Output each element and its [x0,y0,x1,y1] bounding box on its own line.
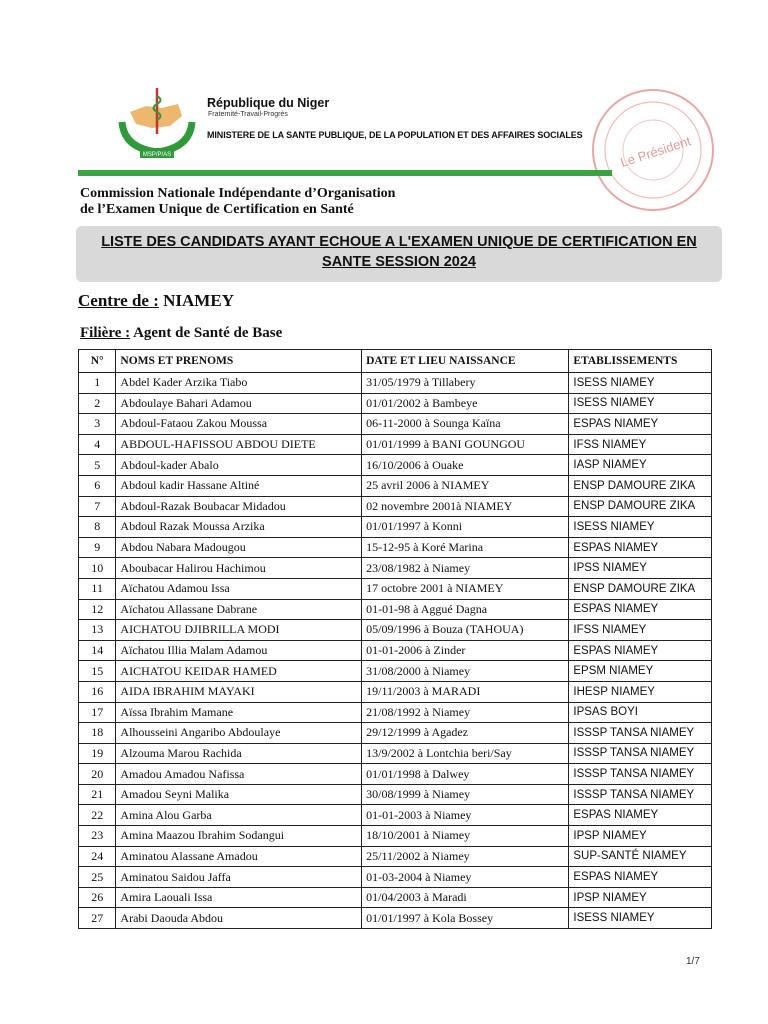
row-number: 23 [79,826,116,847]
filiere-label: Filière : [80,325,131,341]
row-number: 24 [79,846,116,867]
row-number: 7 [79,496,116,517]
candidate-name: Arabi Daouda Abdou [116,908,362,929]
ministry-name: MINISTERE DE LA SANTE PUBLIQUE, DE LA POPULATION ET DES AFFAIRES SOCIALES [207,130,583,140]
birth-date-place: 01-03-2004 à Niamey [362,867,569,888]
candidate-name: Amina Maazou Ibrahim Sodangui [116,826,362,847]
row-number: 16 [79,681,116,702]
birth-date-place: 02 novembre 2001à NIAMEY [362,496,569,517]
table-row [79,578,712,599]
table-row [79,764,712,785]
candidate-name: Alzouma Marou Rachida [116,743,362,764]
birth-date-place: 31/08/2000 à Niamey [362,661,569,682]
birth-date-place: 06-11-2000 à Sounga Kaïna [362,414,569,435]
birth-date-place: 01-01-2003 à Niamey [362,805,569,826]
candidate-name: Aïssa Ibrahim Mamane [116,702,362,723]
school-name: IFSS NIAMEY [569,434,712,455]
national-motto: Fraternité-Travail-Progrès [208,111,288,118]
table-row [79,517,712,538]
candidate-name: Aïchatou Illia Malam Adamou [116,640,362,661]
school-name: ISSSP TANSA NIAMEY [569,764,712,785]
school-name: ESPAS NIAMEY [569,805,712,826]
row-number: 12 [79,599,116,620]
official-stamp-icon [575,82,725,222]
commission-line-2: de l’Examen Unique de Certification en Santé [80,202,354,217]
table-row [79,784,712,805]
school-name: ENSP DAMOURE ZIKA [569,496,712,517]
school-name: ENSP DAMOURE ZIKA [569,475,712,496]
table-row [79,537,712,558]
candidate-name: Abdoul Razak Moussa Arzika [116,517,362,538]
header-divider [78,170,612,176]
page-number: 1/7 [686,956,700,967]
birth-date-place: 31/05/1979 à Tillabery [362,373,569,394]
school-name: ESPAS NIAMEY [569,599,712,620]
candidate-name: Aboubacar Halirou Hachimou [116,558,362,579]
table-row [79,620,712,641]
document-title [76,226,722,282]
birth-date-place: 01-01-2006 à Zinder [362,640,569,661]
table-row [79,826,712,847]
birth-date-place: 29/12/1999 à Agadez [362,723,569,744]
row-number: 25 [79,867,116,888]
school-name: ENSP DAMOURE ZIKA [569,578,712,599]
school-name: EPSM NIAMEY [569,661,712,682]
school-name: IPSS NIAMEY [569,558,712,579]
birth-date-place: 25 avril 2006 à NIAMEY [362,475,569,496]
birth-date-place: 01/01/1998 à Dalwey [362,764,569,785]
row-number: 27 [79,908,116,929]
school-name: ISSSP TANSA NIAMEY [569,784,712,805]
filiere-heading [80,325,282,342]
logo-caption: MSP/P/AS [142,152,172,158]
birth-date-place: 01/01/2002 à Bambeye [362,393,569,414]
table-row [79,475,712,496]
school-name: ESPAS NIAMEY [569,537,712,558]
birth-date-place: 30/08/1999 à Niamey [362,784,569,805]
header-school: ETABLISSEMENTS [569,350,712,373]
table-row [79,743,712,764]
ministry-logo-icon [112,82,202,160]
candidate-name: Amira Laouali Issa [116,887,362,908]
row-number: 26 [79,887,116,908]
table-row [79,702,712,723]
school-name: IASP NIAMEY [569,455,712,476]
candidate-name: Aïchatou Adamou Issa [116,578,362,599]
table-row [79,599,712,620]
candidate-name: Abdou Nabara Madougou [116,537,362,558]
centre-label: Centre de : [78,291,159,310]
table-row [79,661,712,682]
candidate-name: Amadou Amadou Nafissa [116,764,362,785]
commission-line-1: Commission Nationale Indépendante d’Organisation [80,186,396,201]
candidate-name: Aminatou Alassane Amadou [116,846,362,867]
table-header-row [79,350,712,373]
candidate-name: AICHATOU DJIBRILLA MODI [116,620,362,641]
row-number: 4 [79,434,116,455]
school-name: IFSS NIAMEY [569,620,712,641]
table-row [79,846,712,867]
candidate-name: Abdoul-Razak Boubacar Midadou [116,496,362,517]
birth-date-place: 16/10/2006 à Ouake [362,455,569,476]
school-name: ISESS NIAMEY [569,373,712,394]
school-name: ISSSP TANSA NIAMEY [569,743,712,764]
row-number: 11 [79,578,116,599]
table-body [79,373,712,929]
row-number: 20 [79,764,116,785]
birth-date-place: 01/01/1999 à BANI GOUNGOU [362,434,569,455]
birth-date-place: 01/04/2003 à Maradi [362,887,569,908]
candidate-name: ABDOUL-HAFISSOU ABDOU DIETE [116,434,362,455]
candidates-table [78,349,712,929]
school-name: ESPAS NIAMEY [569,640,712,661]
table-row [79,681,712,702]
birth-date-place: 05/09/1996 à Bouza (TAHOUA) [362,620,569,641]
birth-date-place: 01/01/1997 à Konni [362,517,569,538]
centre-value: NIAMEY [163,291,234,310]
row-number: 21 [79,784,116,805]
row-number: 3 [79,414,116,435]
school-name: ISESS NIAMEY [569,393,712,414]
candidate-name: Abdel Kader Arzika Tiabo [116,373,362,394]
school-name: ISSSP TANSA NIAMEY [569,723,712,744]
table-row [79,558,712,579]
filiere-value: Agent de Santé de Base [133,325,283,341]
row-number: 19 [79,743,116,764]
school-name: ESPAS NIAMEY [569,414,712,435]
school-name: IPSAS BOYI [569,702,712,723]
row-number: 22 [79,805,116,826]
row-number: 9 [79,537,116,558]
stamp-text: Le Président [618,133,693,171]
birth-date-place: 01/01/1997 à Kola Bossey [362,908,569,929]
candidate-name: Abdoulaye Bahari Adamou [116,393,362,414]
row-number: 5 [79,455,116,476]
table-row [79,393,712,414]
table-row [79,867,712,888]
table-row [79,887,712,908]
birth-date-place: 13/9/2002 à Lontchia beri/Say [362,743,569,764]
republic-title: République du Niger [207,96,330,110]
school-name: ISESS NIAMEY [569,517,712,538]
table-row [79,434,712,455]
birth-date-place: 19/11/2003 à MARADI [362,681,569,702]
header-number: N° [79,350,116,373]
row-number: 18 [79,723,116,744]
birth-date-place: 01-01-98 à Aggué Dagna [362,599,569,620]
birth-date-place: 23/08/1982 à Niamey [362,558,569,579]
candidate-name: Amadou Seyni Malika [116,784,362,805]
birth-date-place: 15-12-95 à Koré Marina [362,537,569,558]
table-row [79,723,712,744]
row-number: 17 [79,702,116,723]
row-number: 13 [79,620,116,641]
candidate-name: Aminatou Saidou Jaffa [116,867,362,888]
table-row [79,805,712,826]
header-name: NOMS ET PRENOMS [116,350,362,373]
school-name: IPSP NIAMEY [569,887,712,908]
table-row [79,455,712,476]
title-line-2: SANTE SESSION 2024 [322,254,476,270]
table-row [79,496,712,517]
school-name: SUP-SANTÉ NIAMEY [569,846,712,867]
birth-date-place: 17 octobre 2001 à NIAMEY [362,578,569,599]
centre-heading [78,291,234,311]
row-number: 6 [79,475,116,496]
row-number: 15 [79,661,116,682]
school-name: ISESS NIAMEY [569,908,712,929]
title-line-1: LISTE DES CANDIDATS AYANT ECHOUE A L'EXAMEN UNIQUE DE CERTIFICATION EN [101,234,697,250]
candidate-name: Abdoul-Fataou Zakou Moussa [116,414,362,435]
row-number: 1 [79,373,116,394]
candidate-name: AICHATOU KEIDAR HAMED [116,661,362,682]
table-row [79,908,712,929]
row-number: 8 [79,517,116,538]
birth-date-place: 21/08/1992 à Niamey [362,702,569,723]
header-birth: DATE ET LIEU NAISSANCE [362,350,569,373]
school-name: IPSP NIAMEY [569,826,712,847]
birth-date-place: 18/10/2001 à Niamey [362,826,569,847]
school-name: IHESP NIAMEY [569,681,712,702]
row-number: 10 [79,558,116,579]
candidate-name: Amina Alou Garba [116,805,362,826]
table-row [79,373,712,394]
row-number: 14 [79,640,116,661]
commission-name [80,186,395,218]
table-row [79,640,712,661]
birth-date-place: 25/11/2002 à Niamey [362,846,569,867]
candidate-name: AIDA IBRAHIM MAYAKI [116,681,362,702]
table-row [79,414,712,435]
school-name: ESPAS NIAMEY [569,867,712,888]
candidate-name: Alhousseini Angaribo Abdoulaye [116,723,362,744]
candidate-name: Abdoul kadir Hassane Altiné [116,475,362,496]
candidate-name: Aïchatou Allassane Dabrane [116,599,362,620]
row-number: 2 [79,393,116,414]
candidate-name: Abdoul-kader Abalo [116,455,362,476]
